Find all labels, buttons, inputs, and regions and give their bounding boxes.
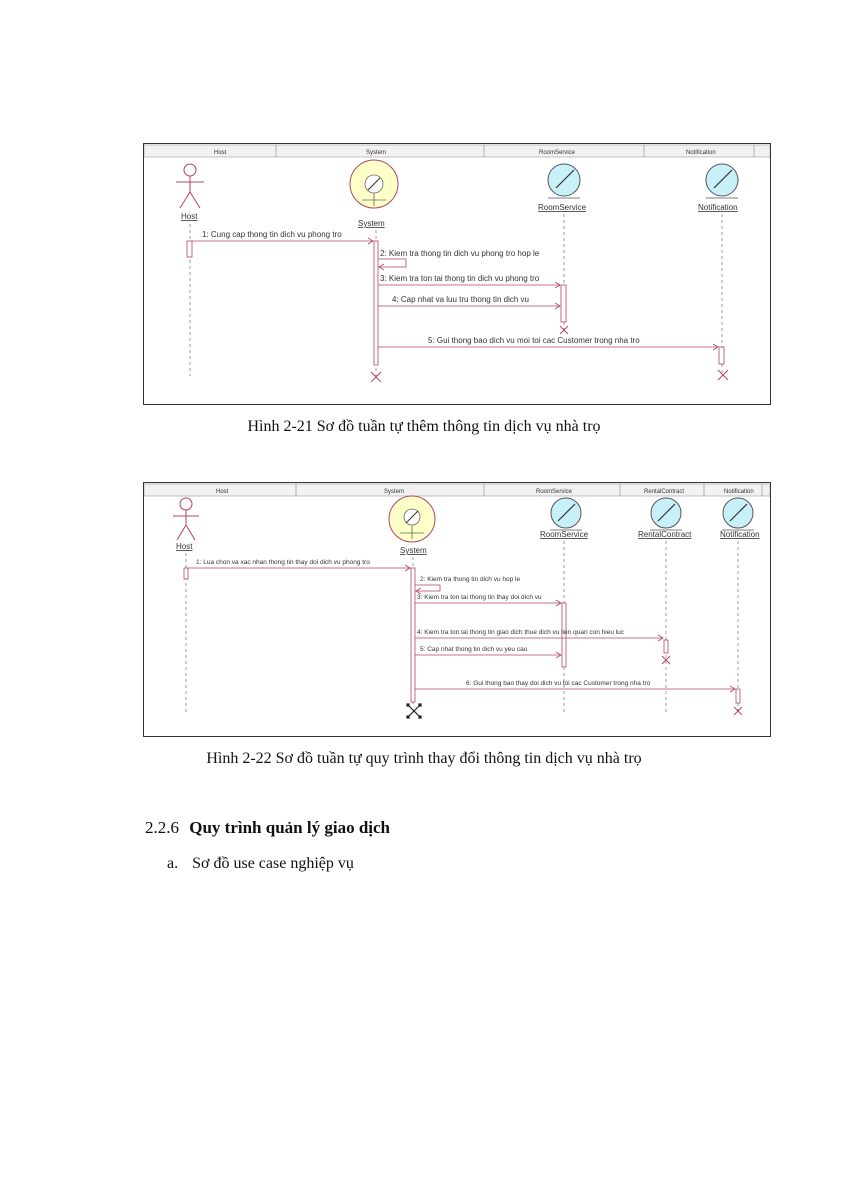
header-notification: Notification: [724, 489, 754, 495]
entity-object-icon: [550, 498, 582, 530]
subsection-label: a.: [167, 855, 179, 872]
object-notification: Notification: [720, 530, 760, 539]
header-roomservice: RoomService: [539, 150, 576, 156]
entity-object-icon: [650, 498, 682, 530]
subsection-text: Sơ đồ use case nghiệp vụ: [192, 855, 354, 872]
message-6: 6: Gui thong bao thay doi dich vu toi cac Customer trong nha tro: [466, 680, 651, 687]
destroy-icon: [371, 326, 728, 382]
sequence-diagram-2-canvas: [144, 483, 770, 736]
header-system: System: [366, 150, 387, 156]
header-rentalcontract: RentalContract: [644, 489, 685, 495]
section-heading: [145, 818, 390, 838]
object-system: System: [400, 546, 427, 555]
figure-2-caption: Hình 2-22 Sơ đồ tuần tự quy trình thay đổi thông tin dịch vụ nhà trọ: [206, 750, 642, 767]
header-system: System: [384, 489, 405, 495]
header-host: Host: [216, 489, 229, 495]
sequence-diagram-1-canvas: [144, 144, 770, 404]
destroy-icon: [662, 656, 742, 715]
object-rentalcontract: RentalContract: [638, 530, 692, 539]
sequence-diagram-1: [143, 143, 771, 405]
message-1: 1: Lua chon va xac nhan thong tin thay doi dich vu phong tro: [196, 559, 370, 566]
message-4: 4: Cap nhat va luu tru thong tin dich vu: [392, 295, 529, 304]
subsection-item: [167, 855, 354, 873]
section-number: 2.2.6: [145, 818, 179, 837]
object-system: System: [358, 219, 385, 228]
object-host: Host: [181, 212, 198, 221]
header-notification: Notification: [686, 150, 716, 156]
message-2: 2: Kiem tra thong tin dich vu hop le: [420, 576, 521, 583]
object-roomservice: RoomService: [538, 203, 587, 212]
figure-1-caption: Hình 2-21 Sơ đồ tuần tự thêm thông tin dịch vụ nhà trọ: [247, 418, 601, 435]
header-roomservice: RoomService: [536, 489, 573, 495]
control-object-icon: [389, 496, 435, 542]
actor-icon: [173, 498, 199, 540]
message-1: 1: Cung cap thong tin dich vu phong tro: [202, 230, 342, 239]
actor-icon: [176, 164, 204, 208]
message-5: 5: Gui thong bao dich vu moi toi cac Customer trong nha tro: [428, 336, 640, 345]
entity-object-icon: [548, 164, 580, 198]
message-4: 4: Kiem tra ton tai thong tin giao dich thue dich vu lien quan con hieu luc: [417, 629, 625, 636]
header-host: Host: [214, 150, 227, 156]
object-host: Host: [176, 542, 193, 551]
control-object-icon: [350, 160, 398, 208]
object-notification: Notification: [698, 203, 738, 212]
object-roomservice: RoomService: [540, 530, 589, 539]
message-3: 3: Kiem tra ton tai thong tin thay doi dich vu: [417, 594, 542, 601]
section-title: Quy trình quản lý giao dịch: [189, 818, 391, 837]
message-2: 2: Kiem tra thong tin dich vu phong tro hop le: [380, 249, 540, 258]
message-3: 3: Kiem tra ton tai thong tin dich vu phong tro: [380, 274, 540, 283]
entity-object-icon: [706, 164, 738, 198]
entity-object-icon: [722, 498, 754, 530]
destroy-icon: [407, 704, 421, 718]
message-5: 5: Cap nhat thong tin dich vu yeu cau: [420, 646, 528, 653]
sequence-diagram-2: [143, 482, 771, 737]
